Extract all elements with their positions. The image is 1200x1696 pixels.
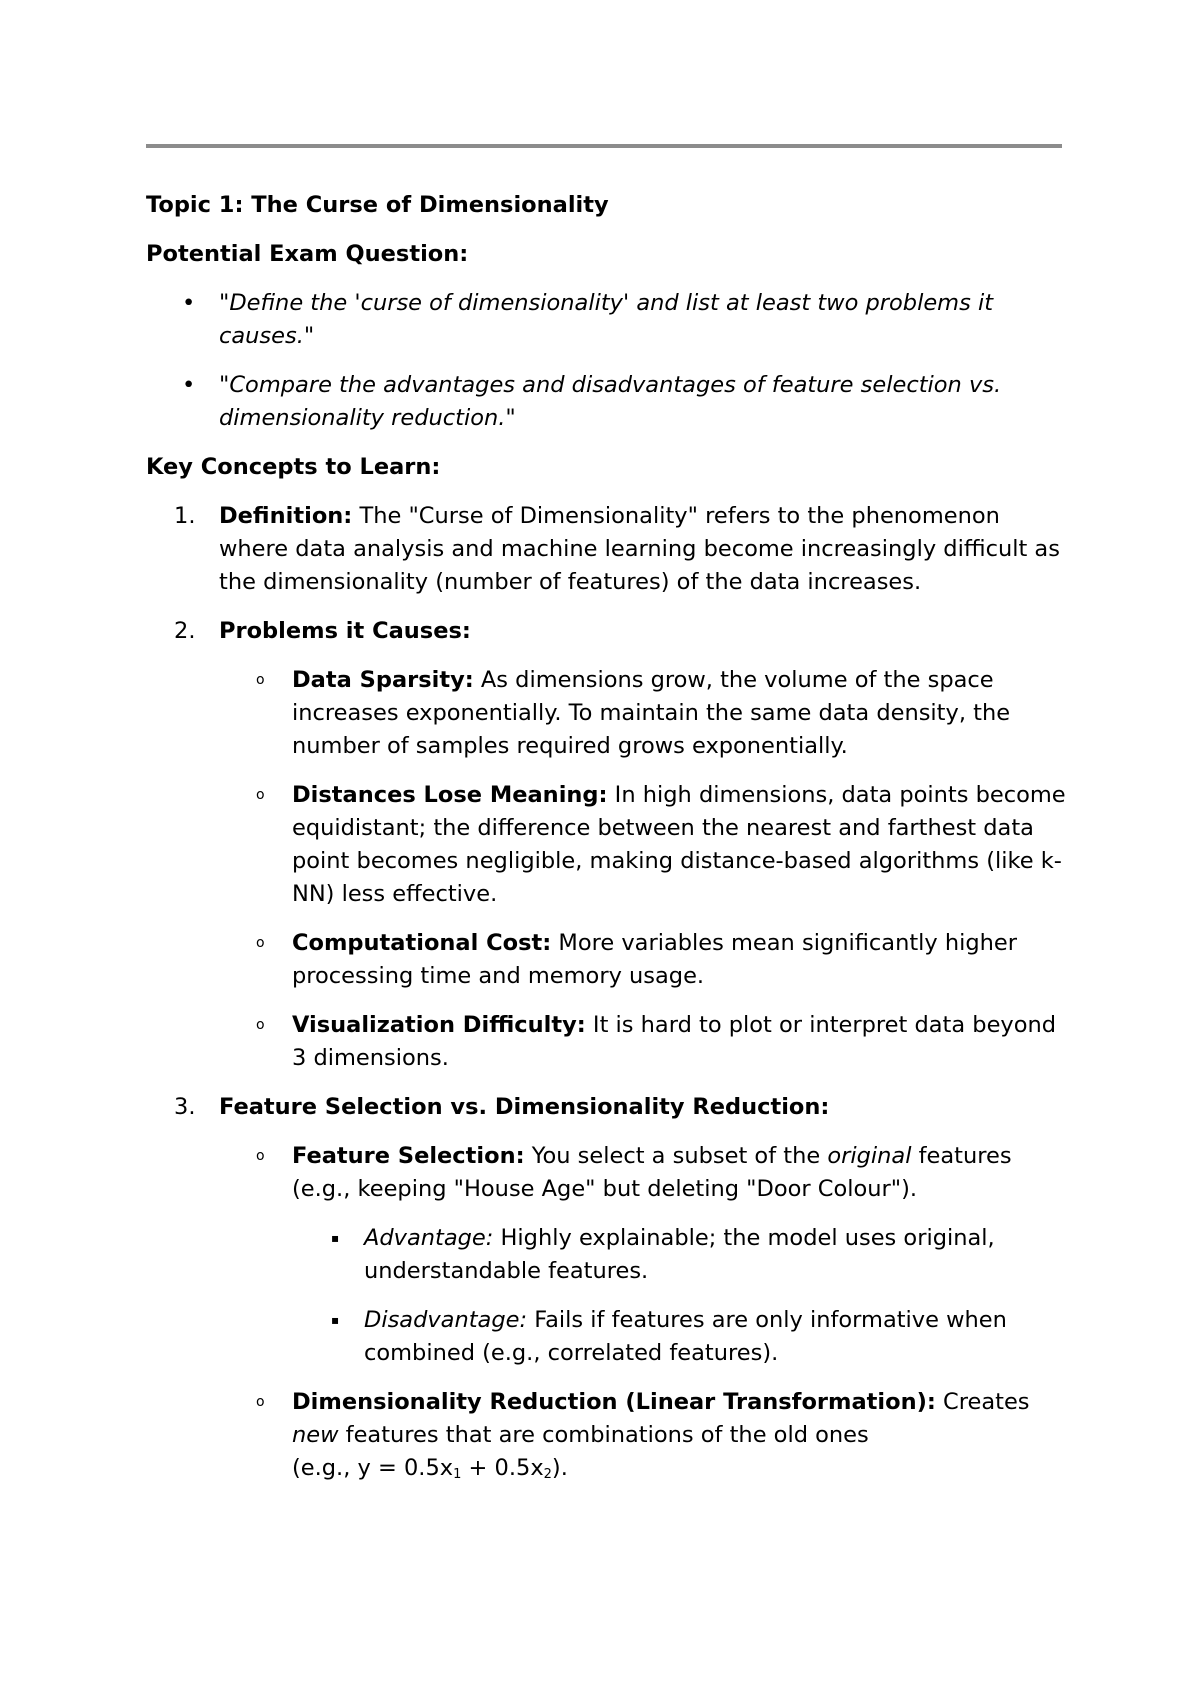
dimensionality-reduction-text: features that are combinations of the old ones bbox=[338, 1422, 869, 1448]
feature-selection-emphasis: original bbox=[827, 1143, 912, 1169]
concept-text: The "Curse of Dimensionality" refers to the phenomenon where data analysis and machine learning become increasingly difficult as the dimensionality (number of features) of the data increases. bbox=[219, 503, 1060, 595]
horizontal-rule bbox=[146, 144, 1062, 148]
feature-selection-text: You select a subset of the bbox=[524, 1143, 828, 1169]
dimensionality-reduction-term: Dimensionality Reduction (Linear Transformation): bbox=[292, 1389, 936, 1415]
circle-bullet-icon: o bbox=[256, 1017, 265, 1033]
disadvantage-label: Disadvantage: bbox=[364, 1307, 528, 1333]
circle-bullet-icon: o bbox=[256, 935, 265, 951]
square-bullet-icon: ▪ bbox=[331, 1313, 340, 1327]
feature-selection-text: features (e.g., keeping "House Age" but deleting "Door Colour"). bbox=[292, 1143, 1012, 1202]
exam-heading: Potential Exam Question: bbox=[146, 241, 469, 267]
formula-text: ). bbox=[551, 1455, 568, 1481]
feature-selection-term: Feature Selection: bbox=[292, 1143, 525, 1169]
advantage-text: Highly explainable; the model uses original, understandable features. bbox=[364, 1225, 995, 1284]
problem-item bbox=[146, 1009, 1070, 1075]
dimensionality-reduction-item bbox=[146, 1386, 1070, 1485]
formula-text: (e.g., y = 0.5x bbox=[292, 1455, 454, 1481]
problem-term: Visualization Difficulty: bbox=[292, 1012, 586, 1038]
problem-term: Distances Lose Meaning: bbox=[292, 782, 608, 808]
problem-item bbox=[146, 779, 1070, 911]
exam-question-text: "Define the 'curse of dimensionality' and list at least two problems it causes." bbox=[219, 290, 994, 349]
topic-title: Topic 1: The Curse of Dimensionality bbox=[146, 192, 609, 218]
circle-bullet-icon: o bbox=[256, 787, 265, 803]
problem-term: Computational Cost: bbox=[292, 930, 552, 956]
list-number: 1. bbox=[174, 503, 196, 529]
dimensionality-reduction-emphasis: new bbox=[292, 1422, 339, 1448]
problem-term: Data Sparsity: bbox=[292, 667, 474, 693]
bullet-icon: • bbox=[182, 372, 196, 398]
advantage-item bbox=[146, 1222, 1070, 1288]
formula-subscript: 1 bbox=[453, 1467, 462, 1482]
bullet-icon: • bbox=[182, 290, 196, 316]
advantage-label: Advantage: bbox=[364, 1225, 494, 1251]
concept-term: Problems it Causes: bbox=[219, 618, 471, 644]
list-number: 3. bbox=[174, 1094, 196, 1120]
dimensionality-reduction-text: Creates bbox=[935, 1389, 1030, 1415]
concept-problems bbox=[146, 615, 1070, 648]
problem-item bbox=[146, 664, 1070, 763]
concept-term: Definition: bbox=[219, 503, 353, 529]
concept-definition bbox=[146, 500, 1070, 599]
circle-bullet-icon: o bbox=[256, 672, 265, 688]
problem-text: It is hard to plot or interpret data beyond 3 dimensions. bbox=[292, 1012, 1057, 1071]
feature-selection-item bbox=[146, 1140, 1070, 1206]
problem-item bbox=[146, 927, 1070, 993]
exam-question bbox=[146, 287, 1070, 353]
exam-question bbox=[146, 369, 1070, 435]
formula-subscript: 2 bbox=[543, 1467, 552, 1482]
concept-term: Feature Selection vs. Dimensionality Reduction: bbox=[219, 1094, 830, 1120]
problem-text: As dimensions grow, the volume of the space increases exponentially. To maintain the same data density, the number of samples required grows exponentially. bbox=[292, 667, 1011, 759]
exam-question-text: "Compare the advantages and disadvantages of feature selection vs. dimensionality reduction." bbox=[219, 372, 1002, 431]
disadvantage-item bbox=[146, 1304, 1070, 1370]
problem-text: More variables mean significantly higher processing time and memory usage. bbox=[292, 930, 1018, 989]
document-content bbox=[146, 189, 1070, 1501]
list-number: 2. bbox=[174, 618, 196, 644]
circle-bullet-icon: o bbox=[256, 1394, 265, 1410]
concepts-heading: Key Concepts to Learn: bbox=[146, 454, 441, 480]
problem-text: In high dimensions, data points become equidistant; the difference between the nearest and farthest data point becomes negligible, making distance-based algorithms (like k-NN) less effective. bbox=[292, 782, 1066, 907]
concept-comparison bbox=[146, 1091, 1070, 1124]
disadvantage-text: Fails if features are only informative when combined (e.g., correlated features). bbox=[364, 1307, 1007, 1366]
circle-bullet-icon: o bbox=[256, 1148, 265, 1164]
formula-text: + 0.5x bbox=[461, 1455, 544, 1481]
square-bullet-icon: ▪ bbox=[331, 1231, 340, 1245]
